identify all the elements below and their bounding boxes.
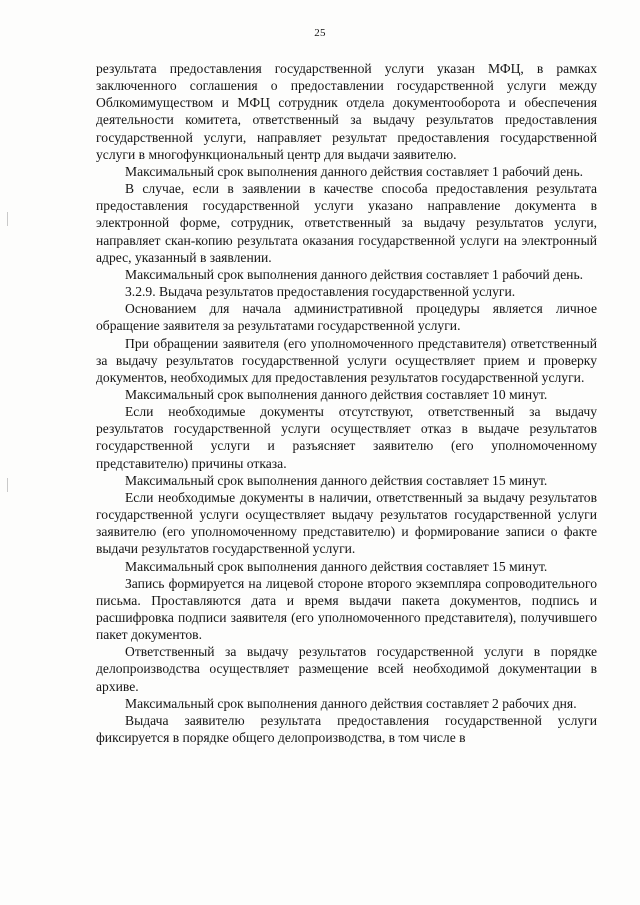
section-heading: 3.2.9. Выдача результатов предоставления государственной услуги. xyxy=(125,284,516,300)
document-body xyxy=(96,60,597,746)
scan-margin-mark xyxy=(7,478,8,492)
paragraph: Запись формируется на лицевой стороне второго экземпляра сопроводительного письма. Проставляются дата и время выдачи пакета документов, подпись и расшифровка подписи заявителя (его уполномоченного представителя), получившего пакет документов. xyxy=(96,575,597,643)
page-number: 25 xyxy=(314,27,326,39)
paragraph: Выдача заявителю результата предоставления государственной услуги фиксируется в порядке общего делопроизводства, в том числе в xyxy=(96,712,597,746)
paragraph: Максимальный срок выполнения данного действия составляет 2 рабочих дня. xyxy=(125,695,577,711)
paragraph: Основанием для начала административной процедуры является личное обращение заявителя за результатами государственной услуги. xyxy=(96,301,597,334)
paragraph: Максимальный срок выполнения данного действия составляет 15 минут. xyxy=(125,472,548,488)
paragraph: Максимальный срок выполнения данного действия составляет 15 минут. xyxy=(125,558,548,574)
paragraph: Если необходимые документы отсутствуют, ответственный за выдачу результатов государственной услуги осуществляет отказ в выдаче результатов государственной услуги и разъясняет заявителю (его уполномоченному представителю) причины отказа. xyxy=(96,404,597,471)
paragraph: Максимальный срок выполнения данного действия составляет 10 минут. xyxy=(125,386,548,402)
paragraph: Максимальный срок выполнения данного действия составляет 1 рабочий день. xyxy=(125,163,584,179)
paragraph: результата предоставления государственной услуги указан МФЦ, в рамках заключенного соглашения о предоставлении государственной услуги между Облкомимуществом и МФЦ сотрудник отдела документооборота и обеспечения деятельности комитета, ответственный за выдачу результатов предоставления государственной услуги, направляет результат предоставления государственной услуги в многофункциональный центр для выдачи заявителю. xyxy=(96,61,597,162)
paragraph: Ответственный за выдачу результатов государственной услуги в порядке делопроизводства осуществляет размещение всей необходимой документации в архиве. xyxy=(96,644,597,694)
paragraph: Максимальный срок выполнения данного действия составляет 1 рабочий день. xyxy=(125,266,584,282)
paragraph: При обращении заявителя (его уполномоченного представителя) ответственный за выдачу результатов государственной услуги осуществляет прием и проверку документов, необходимых для предоставления результатов государственной услуги. xyxy=(96,335,597,385)
paragraph: Если необходимые документы в наличии, ответственный за выдачу результатов государственной услуги осуществляет выдачу результатов государственной услуги заявителю (его уполномоченному представителю) и формирование записи о факте выдачи результатов государственной услуги. xyxy=(96,489,597,557)
scan-margin-mark xyxy=(7,212,8,226)
paragraph: В случае, если в заявлении в качестве способа предоставления результата предоставления государственной услуги указано направление документа в электронной форме, сотрудник, ответственный за выдачу результатов услуги, направляет скан-копию результата оказания государственной услуги на электронный адрес, указанный в заявлении. xyxy=(96,181,597,265)
